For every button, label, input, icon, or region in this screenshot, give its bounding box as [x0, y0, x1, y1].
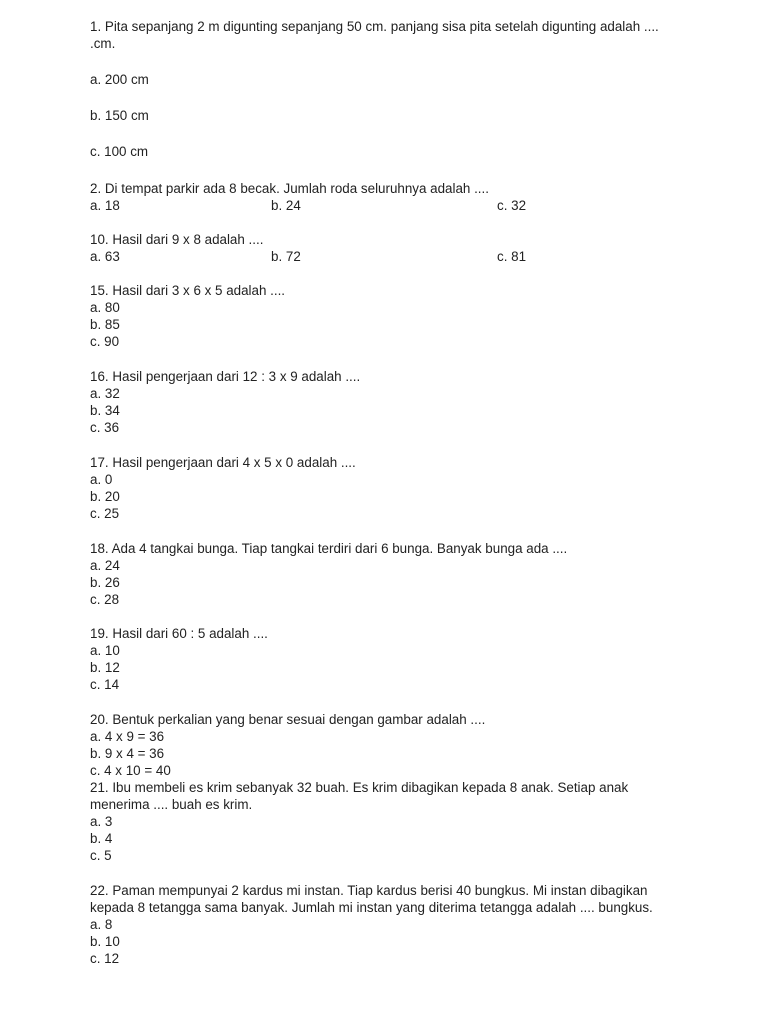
option-a: a. 80	[90, 300, 120, 315]
option-a: a. 3	[90, 814, 113, 829]
option-c: c. 90	[90, 334, 120, 349]
option-a: a. 63	[90, 249, 120, 264]
question-21	[90, 779, 680, 864]
option-c: c. 12	[90, 951, 120, 966]
question-19	[90, 625, 680, 693]
question-text: 19. Hasil dari 60 : 5 adalah ....	[90, 626, 268, 641]
options-row	[90, 197, 680, 214]
option-c: c. 32	[497, 198, 527, 213]
option-c: c. 14	[90, 677, 120, 692]
question-text: 16. Hasil pengerjaan dari 12 : 3 x 9 adalah ....	[90, 369, 361, 384]
option-a: a. 4 x 9 = 36	[90, 729, 165, 744]
option-a: a. 8	[90, 917, 113, 932]
option-c: c. 100 cm	[90, 144, 149, 159]
question-text: 1. Pita sepanjang 2 m digunting sepanjang 50 cm. panjang sisa pita setelah digunting adalah .... .cm.	[90, 19, 659, 51]
option-b: b. 10	[90, 934, 120, 949]
question-20	[90, 711, 680, 779]
option-a: a. 18	[90, 198, 120, 213]
question-text: 10. Hasil dari 9 x 8 adalah ....	[90, 232, 264, 247]
option-c: c. 25	[90, 506, 120, 521]
option-a: a. 0	[90, 472, 113, 487]
question-text: 21. Ibu membeli es krim sebanyak 32 buah. Es krim dibagikan kepada 8 anak. Setiap anak menerima .... buah es krim.	[90, 780, 629, 812]
question-22	[90, 882, 680, 967]
option-a: a. 200 cm	[90, 72, 149, 87]
option-c: c. 5	[90, 848, 112, 863]
option-c: c. 81	[497, 249, 527, 264]
option-c: c. 28	[90, 592, 120, 607]
option-b: b. 24	[271, 198, 301, 213]
question-2	[90, 180, 680, 214]
option-b: b. 12	[90, 660, 120, 675]
option-a: a. 32	[90, 386, 120, 401]
question-text: 20. Bentuk perkalian yang benar sesuai dengan gambar adalah ....	[90, 712, 486, 727]
option-a: a. 10	[90, 643, 120, 658]
option-b: b. 20	[90, 489, 120, 504]
option-b: b. 34	[90, 403, 120, 418]
question-text: 22. Paman mempunyai 2 kardus mi instan. Tiap kardus berisi 40 bungkus. Mi instan dibagikan kepada 8 tetangga sama banyak. Jumlah mi instan yang diterima tetangga adalah .... bungkus.	[90, 883, 653, 915]
option-b: b. 4	[90, 831, 113, 846]
option-a: a. 24	[90, 558, 120, 573]
question-text: 15. Hasil dari 3 x 6 x 5 adalah ....	[90, 283, 286, 298]
option-b: b. 150 cm	[90, 108, 149, 123]
question-17	[90, 454, 680, 522]
question-text: 2. Di tempat parkir ada 8 becak. Jumlah roda seluruhnya adalah ....	[90, 181, 489, 196]
option-b: b. 9 x 4 = 36	[90, 746, 165, 761]
question-text: 18. Ada 4 tangkai bunga. Tiap tangkai terdiri dari 6 bunga. Banyak bunga ada ....	[90, 541, 568, 556]
option-b: b. 26	[90, 575, 120, 590]
question-text: 17. Hasil pengerjaan dari 4 x 5 x 0 adalah ....	[90, 455, 356, 470]
option-b: b. 85	[90, 317, 120, 332]
question-16	[90, 368, 680, 436]
option-c: c. 36	[90, 420, 120, 435]
question-10	[90, 231, 680, 265]
options-row	[90, 248, 680, 265]
question-15	[90, 282, 680, 350]
option-c: c. 4 x 10 = 40	[90, 763, 171, 778]
question-1	[90, 18, 680, 160]
option-b: b. 72	[271, 249, 301, 264]
question-18	[90, 540, 680, 608]
